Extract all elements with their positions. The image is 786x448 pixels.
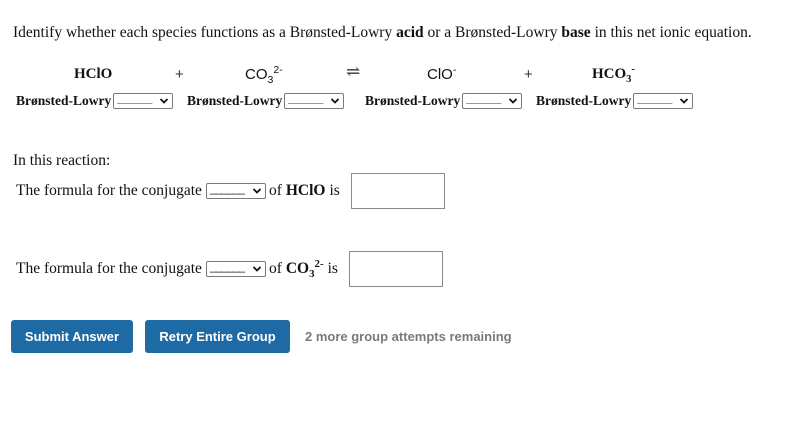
role-label: Brønsted-Lowry [536, 93, 632, 108]
role-row-2 [187, 93, 344, 109]
conjugate-question-1 [16, 173, 445, 209]
question-species-carbonate: $CO_3^{2-}$ [285, 257, 324, 281]
chevron-down-icon [679, 96, 689, 106]
instruction-part1: Identify whether each species functions as a Brønsted-Lowry [13, 24, 397, 41]
role-row-1 [16, 93, 173, 109]
conjugate-select-1[interactable]: ______ [206, 183, 266, 199]
chevron-down-icon [252, 264, 262, 274]
instruction-acid: acid [396, 24, 424, 41]
chevron-down-icon [508, 96, 518, 106]
submit-answer-button[interactable]: Submit Answer [11, 320, 133, 353]
conjugate-select-2[interactable]: ______ [206, 261, 266, 277]
role-row-4 [536, 93, 693, 109]
role-select-carbonate[interactable]: ______ [284, 93, 344, 109]
instruction-text [13, 24, 752, 42]
chevron-down-icon [159, 96, 169, 106]
instruction-part3: in this net ionic equation. [590, 24, 752, 41]
question-is: is [329, 182, 340, 199]
answer-input-1[interactable] [351, 173, 445, 209]
question-of: of [268, 182, 282, 199]
role-select-bicarbonate[interactable]: ______ [633, 93, 693, 109]
question-prefix: The formula for the conjugate [16, 182, 202, 199]
role-select-hypochlorite[interactable]: ______ [462, 93, 522, 109]
question-species-hclo: HClO [285, 182, 326, 199]
question-prefix: The formula for the conjugate [16, 260, 202, 277]
role-row-3 [365, 93, 522, 109]
question-of: of [268, 260, 282, 277]
role-label: Brønsted-Lowry [365, 93, 461, 108]
retry-entire-group-button[interactable]: Retry Entire Group [145, 320, 290, 353]
attempts-remaining-text: 2 more group attempts remaining [305, 329, 512, 344]
role-select-hclo[interactable]: ______ [113, 93, 173, 109]
equilibrium-arrow-icon: ⇌ [346, 62, 361, 81]
role-label: Brønsted-Lowry [16, 93, 112, 108]
section-title: In this reaction: [13, 152, 111, 169]
instruction-part2: or a Brønsted-Lowry [423, 24, 562, 41]
question-is: is [327, 260, 338, 277]
chevron-down-icon [330, 96, 340, 106]
species-hypochlorite: ClO- [427, 64, 457, 83]
role-label: Brønsted-Lowry [187, 93, 283, 108]
species-bicarbonate: $HCO_3^-$ [592, 64, 635, 85]
conjugate-question-2 [16, 251, 443, 287]
instruction-base: base [561, 24, 591, 41]
plus-sign-1: + [175, 66, 184, 83]
plus-sign-2: + [524, 66, 533, 83]
chevron-down-icon [252, 186, 262, 196]
answer-input-2[interactable] [349, 251, 443, 287]
species-hclo: HClO [74, 66, 113, 82]
species-carbonate: $CO_3^{2-}$ [245, 64, 283, 86]
